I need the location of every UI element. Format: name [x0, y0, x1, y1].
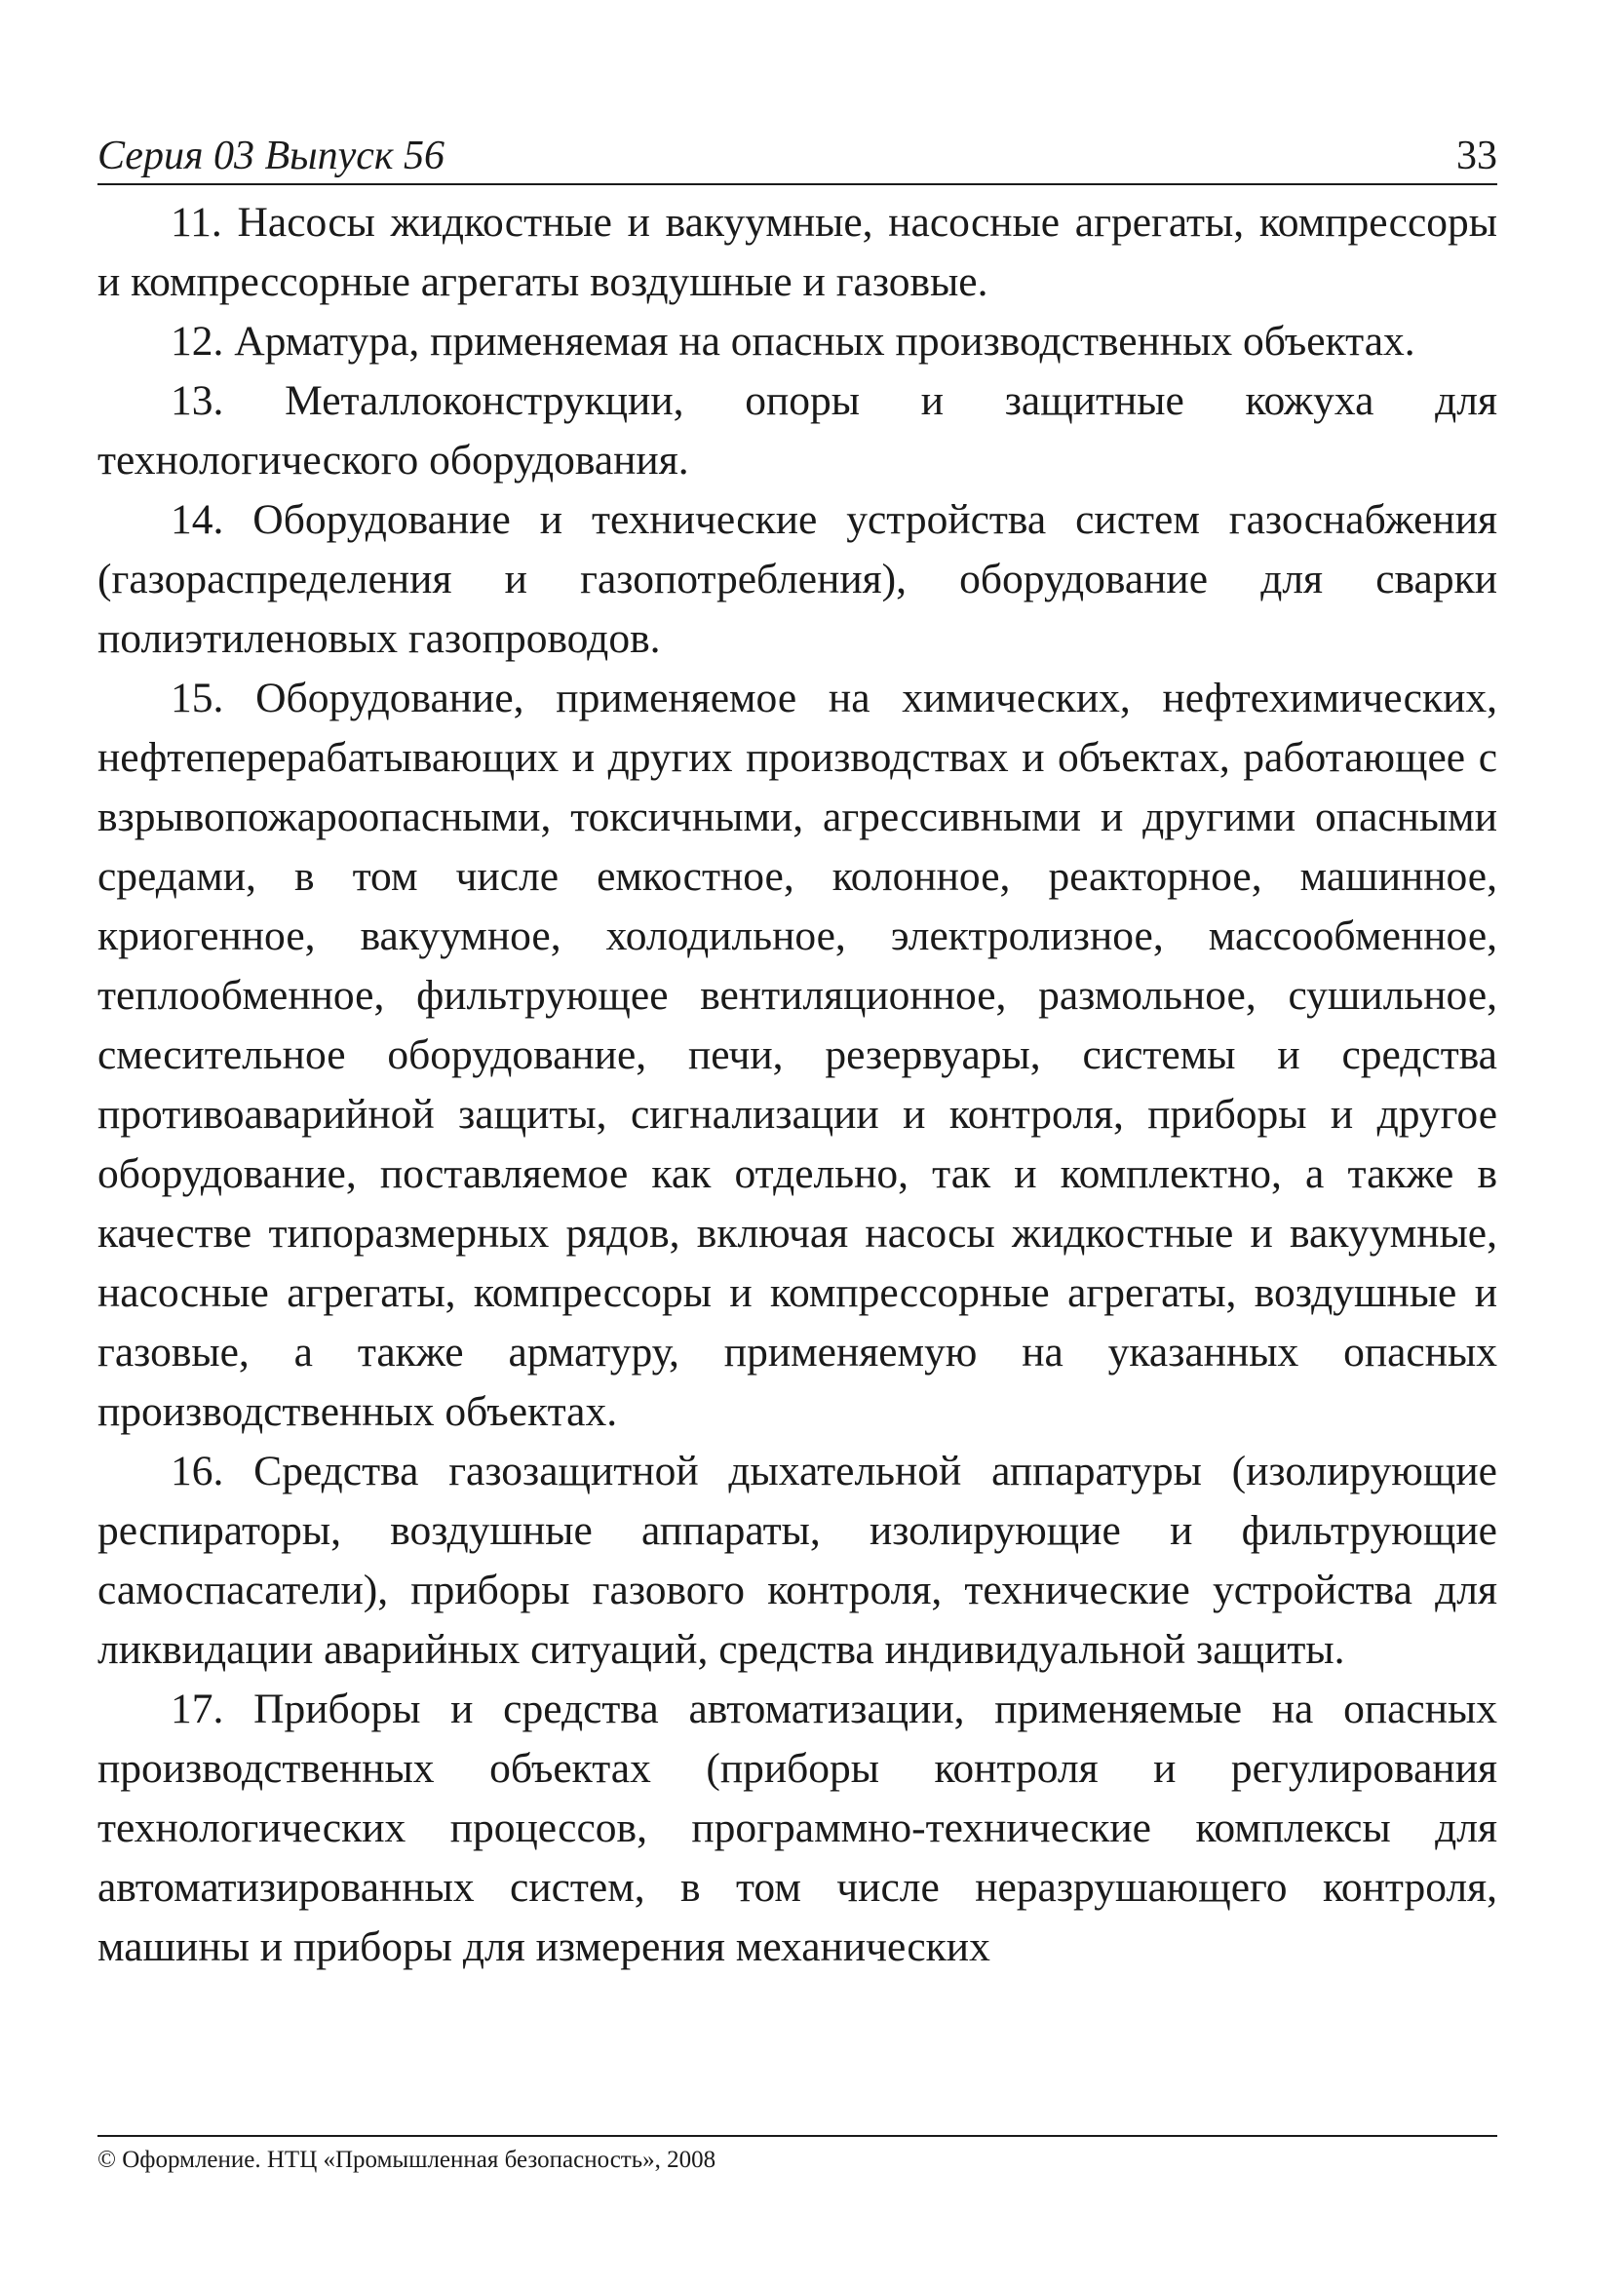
paragraph-12: 12. Арматура, применяемая на опасных производственных объектах. — [171, 318, 1415, 365]
document-page — [97, 127, 1497, 1977]
page-number: 33 — [1456, 134, 1497, 178]
copyright-notice: © Оформление. НТЦ «Промышленная безопасность», 2008 — [97, 2147, 716, 2173]
body-text — [97, 193, 1497, 1977]
paragraph-13: 13. Металлоконструкции, опоры и защитные кожуха для технологического оборудования. — [97, 377, 1497, 484]
paragraph-15: 15. Оборудование, применяемое на химических, нефтехимических, нефтеперерабатывающих и других производствах и объектах, работающее с взрывопожароопасными, токсичными, агрессивными и другими опасными средами, в том числе емкостное, колонное, реакторное, машинное, криогенное, вакуумное, холодильное, электролизное, массообменное, теплообменное, фильтрующее вентиляционное, размольное, сушильное, смесительное оборудование, печи, резервуары, системы и средства противоаварийной защиты, сигнализации и контроля, приборы и другое оборудование, поставляемое как отдельно, так и комплектно, а также в качестве типоразмерных рядов, включая насосы жидкостные и вакуумные, насосные агрегаты, компрессоры и компрессорные агрегаты, воздушные и газовые, а также арматуру, применяемую на указанных опасных производственных объектах. — [97, 675, 1497, 1435]
page-footer — [97, 2135, 1497, 2174]
paragraph-11: 11. Насосы жидкостные и вакуумные, насосные агрегаты, компрессоры и компрессорные агрегаты воздушные и газовые. — [97, 199, 1497, 305]
paragraph-14: 14. Оборудование и технические устройства систем газоснабжения (газораспределения и газопотребления), оборудование для сварки полиэтиленовых газопроводов. — [97, 496, 1497, 662]
paragraph-16: 16. Средства газозащитной дыхательной аппаратуры (изолирующие респираторы, воздушные аппараты, изолирующие и фильтрующие самоспасатели), приборы газового контроля, технические устройства для ликвидации аварийных ситуаций, средства индивидуальной защиты. — [97, 1448, 1497, 1673]
series-title: Серия 03 Выпуск 56 — [97, 134, 445, 178]
running-header — [97, 127, 1497, 185]
paragraph-17: 17. Приборы и средства автоматизации, применяемые на опасных производственных объектах (приборы контроля и регулирования технологических процессов, программно-технические комплексы для автоматизированных систем, в том числе неразрушающего контроля, машины и приборы для измерения механических — [97, 1686, 1497, 1970]
